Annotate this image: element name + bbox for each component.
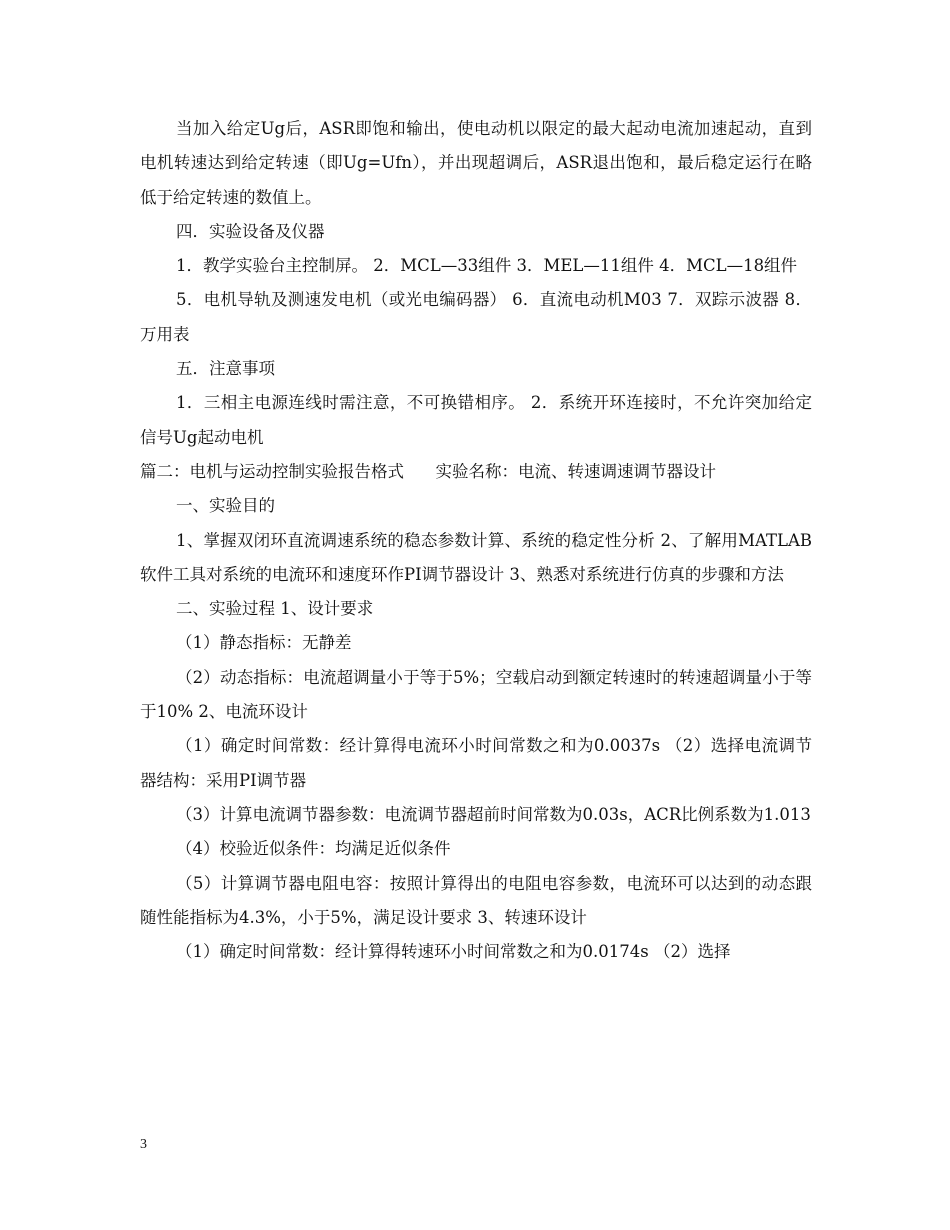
paragraph-equipment-list-2: 5．电机导轨及测速发电机（或光电编码器） 6．直流电动机M03 7．双踪示波器 8．万用表 [140, 290, 812, 344]
item-static-index: （1）静态指标：无静差 [176, 633, 352, 653]
item-dynamic-index: （2）动态指标：电流超调量小于等于5%；空载启动到额定转速时的转速超调量小于等于10% 2、电流环设计 [140, 667, 812, 722]
article-title: 篇二：电机与运动控制实验报告格式 实验名称：电流、转速调速调节器设计 [140, 461, 716, 481]
page-number: 3 [140, 1137, 147, 1152]
paragraph-asr-startup: 当加入给定Ug后，ASR即饱和输出，使电动机以限定的最大起动电流加速起动，直到电机转速达到给定转速（即Ug=Ufn），并出现超调后，ASR退出饱和，最后稳定运行在略低于给定转速的数值上。 [140, 119, 812, 207]
item-verify-conditions: （4）校验近似条件：均满足近似条件 [176, 839, 451, 859]
item-speed-time-constant: （1）确定时间常数：经计算得转速环小时间常数之和为0.0174s （2）选择 [176, 942, 731, 962]
paragraph-precautions: 1．三相主电源连线时需注意，不可换错相序。 2．系统开环连接时，不允许突加给定信号Ug起动电机 [140, 393, 812, 447]
paragraph-objectives: 1、掌握双闭环直流调速系统的稳态参数计算、系统的稳定性分析 2、了解用MATLAB软件工具对系统的电流环和速度环作PI调节器设计 3、熟悉对系统进行仿真的步骤和方法 [140, 530, 812, 584]
section-heading-objective: 一、实验目的 [176, 496, 275, 516]
section-heading-process: 二、实验过程 1、设计要求 [176, 599, 374, 619]
section-heading-precautions: 五．注意事项 [176, 359, 275, 379]
section-heading-equipment: 四．实验设备及仪器 [176, 221, 325, 241]
document-body [140, 112, 812, 969]
item-regulator-rc: （5）计算调节器电阻电容：按照计算得出的电阻电容参数，电流环可以达到的动态跟随性能指标为4.3%，小于5%，满足设计要求 3、转速环设计 [140, 873, 812, 927]
item-current-regulator-params: （3）计算电流调节器参数：电流调节器超前时间常数为0.03s，ACR比例系数为1.013 [176, 804, 811, 824]
item-current-time-constant: （1）确定时间常数：经计算得电流环小时间常数之和为0.0037s （2）选择电流调节器结构：采用PI调节器 [140, 736, 812, 790]
paragraph-equipment-list-1: 1．教学实验台主控制屏。 2．MCL—33组件 3．MEL—11组件 4．MCL—18组件 [176, 256, 798, 276]
